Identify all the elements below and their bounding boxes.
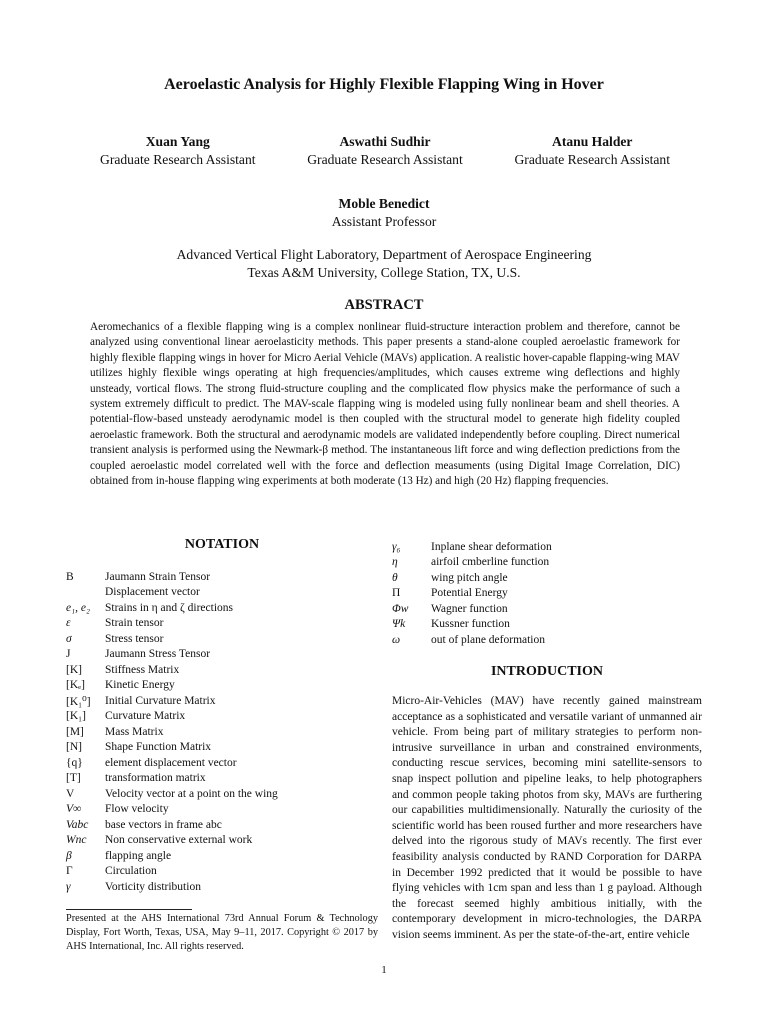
notation-symbol: θ <box>392 571 398 584</box>
paper-title: Aeroelastic Analysis for Highly Flexible Flapping Wing in Hover <box>164 76 604 93</box>
notation-symbol: B <box>66 570 74 583</box>
notation-row <box>392 555 702 571</box>
notation-row <box>392 539 702 555</box>
notation-description: Non conservative external work <box>105 834 253 847</box>
notation-row <box>66 662 378 678</box>
notation-description: Kinetic Energy <box>105 679 175 692</box>
notation-row <box>66 724 378 740</box>
notation-row <box>392 586 702 602</box>
notation-symbol: η <box>392 556 398 569</box>
notation-row <box>66 848 378 864</box>
notation-row <box>392 632 702 648</box>
notation-row <box>66 693 378 709</box>
notation-symbol: Wnc <box>66 834 87 847</box>
author-name: Xuan Yang <box>145 134 210 149</box>
affiliation-line-1: Advanced Vertical Flight Laboratory, Department of Aerospace Engineering <box>176 247 592 262</box>
affiliation <box>0 246 768 282</box>
notation-symbol: [Kₑ] <box>66 679 85 692</box>
notation-description: Velocity vector at a point on the wing <box>105 787 278 800</box>
notation-row <box>66 755 378 771</box>
notation-row <box>66 817 378 833</box>
notation-description: Strains in η and ζ directions <box>105 601 233 614</box>
notation-description: out of plane deformation <box>431 633 546 646</box>
notation-symbol: σ <box>66 632 72 645</box>
author-role: Graduate Research Assistant <box>514 152 670 167</box>
notation-symbol: V <box>66 787 75 800</box>
notation-row <box>66 740 378 756</box>
author-name: Atanu Halder <box>552 134 633 149</box>
notation-symbol: [K₁⁰] <box>66 695 91 708</box>
notation-row <box>66 786 378 802</box>
notation-row <box>66 678 378 694</box>
notation-row <box>66 771 378 787</box>
notation-symbol: V∞ <box>66 803 82 816</box>
notation-row <box>392 570 702 586</box>
notation-description: Shape Function Matrix <box>105 741 212 754</box>
notation-description: transformation matrix <box>105 772 206 785</box>
notation-symbol: Φw <box>392 602 409 615</box>
notation-symbol: [T] <box>66 772 81 785</box>
author-role: Graduate Research Assistant <box>307 152 463 167</box>
notation-description: base vectors in frame abc <box>105 818 222 831</box>
notation-description: Curvature Matrix <box>105 710 186 723</box>
notation-description: Stiffness Matrix <box>105 663 180 676</box>
notation-heading: NOTATION <box>184 537 260 552</box>
author-role: Assistant Professor <box>331 214 437 229</box>
notation-row <box>66 879 378 895</box>
notation-row <box>66 631 378 647</box>
notation-symbol: J <box>66 648 71 661</box>
author-1 <box>100 133 256 169</box>
notation-symbol: Γ <box>66 865 73 878</box>
notation-row <box>66 600 378 616</box>
notation-row <box>66 647 378 663</box>
notation-description: Wagner function <box>431 602 508 615</box>
notation-symbol: e₁, e₂ <box>66 601 90 614</box>
author-2 <box>307 133 463 169</box>
introduction-text: Micro-Air-Vehicles (MAV) have recently gained mainstream acceptance as a sophisticated and versatile variant of unmanned air vehicle. From being part of military strategies to perform non-intrusive surveillance in urban and constrained environments, conducting rescue services, becoming mini satellite-sensors to snap inspect pollution and pipeline leaks, to help photographers and common people taking photos from sky, MAVs are furthering our capabilities multidimensionally. Naturally the curiosity of the scientific world has been roused further and more researchers have delved into the rigorous study of MAVs recently. The first ever feasibility analysis conducted by RAND Corporation for DARPA in December 1992 predicted that it would be possible to have flying vehicles with 1cm span and less than 1 g payload. Although the forecast seemed highly ambitious initially, with the contemporary development in micro-technologies, the DARPA vision seems imminent. As per the state-of-the-art, entire vehicle <box>392 695 702 941</box>
notation-description: Mass Matrix <box>105 725 164 738</box>
footnote: Presented at the AHS International 73rd Annual Forum & Technology Display, Fort Worth, Texas, USA, May 9–11, 2017. Copyright © 2017 by AHS International, Inc. All rights reserved. <box>66 913 378 952</box>
notation-symbol: γ <box>66 880 71 893</box>
author-role: Graduate Research Assistant <box>100 152 256 167</box>
abstract-heading: ABSTRACT <box>344 297 424 313</box>
notation-row <box>66 569 378 585</box>
footnote-rule <box>66 909 192 910</box>
notation-description: Potential Energy <box>431 587 508 600</box>
notation-symbol: ω <box>392 633 401 646</box>
notation-description: element displacement vector <box>105 756 237 769</box>
notation-row <box>66 709 378 725</box>
author-name: Aswathi Sudhir <box>339 134 431 149</box>
notation-row <box>66 616 378 632</box>
notation-symbol: [K₁] <box>66 710 86 723</box>
author-3 <box>514 133 670 169</box>
notation-symbol: [M] <box>66 725 84 738</box>
notation-description: Flow velocity <box>105 803 169 816</box>
notation-symbol: ε <box>66 617 71 630</box>
notation-description: Kussner function <box>431 618 510 631</box>
page-number: 1 <box>381 964 387 976</box>
affiliation-line-2: Texas A&M University, College Station, TX, U.S. <box>247 265 521 280</box>
notation-symbol: {q} <box>66 756 83 769</box>
notation-description: Displacement vector <box>105 586 200 599</box>
notation-continued <box>392 539 702 648</box>
introduction-heading: INTRODUCTION <box>490 664 603 679</box>
notation-description: Vorticity distribution <box>105 880 201 893</box>
notation-list-left <box>66 569 378 895</box>
notation-row <box>392 617 702 633</box>
author-4 <box>0 195 768 231</box>
notation-description: Circulation <box>105 865 157 878</box>
notation-row <box>66 585 378 601</box>
notation-description: airfoil cmberline function <box>431 556 550 569</box>
notation-row <box>66 802 378 818</box>
notation-description: Inplane shear deformation <box>431 540 552 553</box>
notation-symbol: γ₆ <box>392 540 401 553</box>
notation-row <box>66 833 378 849</box>
notation-description: Stress tensor <box>105 632 164 645</box>
notation-description: Jaumann Stress Tensor <box>105 648 211 661</box>
notation-symbol: Vabc <box>66 818 89 831</box>
notation-description: Jaumann Strain Tensor <box>105 570 211 583</box>
notation-symbol: [N] <box>66 741 82 754</box>
introduction-section <box>392 664 702 944</box>
notation-description: Initial Curvature Matrix <box>105 694 216 707</box>
notation-section <box>66 537 378 895</box>
notation-symbol: β <box>66 849 72 862</box>
notation-list-right <box>392 539 702 648</box>
notation-symbol: Π <box>392 587 401 600</box>
abstract-text: Aeromechanics of a flexible flapping wing is a complex nonlinear fluid-structure interaction problem and therefore, cannot be analyzed using conventional linear aeroelasticity methods. This paper presents a stand-alone coupled aeroelastic framework for highly flexible flapping wings in hover for Micro Aerial Vehicle (MAVs) application. A realistic hover-capable flapping-wing MAV utilizes highly flexible wings operating at high frequencies/amplitudes, which causes extreme wing deflections and highly unsteady, vortical flows. The strong fluid-structure coupling and the complicated flow physics make the performance of such a system extremely difficult to predict. The MAV-scale flapping wing is modeled using fully nonlinear beam and shell theories. A potential-flow-based unsteady aerodynamic model is then coupled with the structural model to generate high fidelity coupled aeroelastic framework. Both the structural and aerodynamic models are validated independently before coupling. Direct numerical transient analysis is performed using the Newmark-β method. The instantaneous lift force and wing deflection predictions from the coupled aeroelastic model correlated well with the force and deflection measuments (using Digital Image Correlation, DIC) obtained from in-house flapping wing experiments at both moderate (13 Hz) and high (20 Hz) flapping frequencies. <box>90 321 680 488</box>
notation-symbol: [K] <box>66 663 82 676</box>
notation-symbol: Ψk <box>392 618 406 631</box>
authors-row <box>100 133 670 169</box>
author-name: Moble Benedict <box>338 196 430 211</box>
notation-description: flapping angle <box>105 849 172 862</box>
notation-description: wing pitch angle <box>431 571 508 584</box>
notation-description: Strain tensor <box>105 617 164 630</box>
notation-row <box>392 601 702 617</box>
notation-row <box>66 864 378 880</box>
